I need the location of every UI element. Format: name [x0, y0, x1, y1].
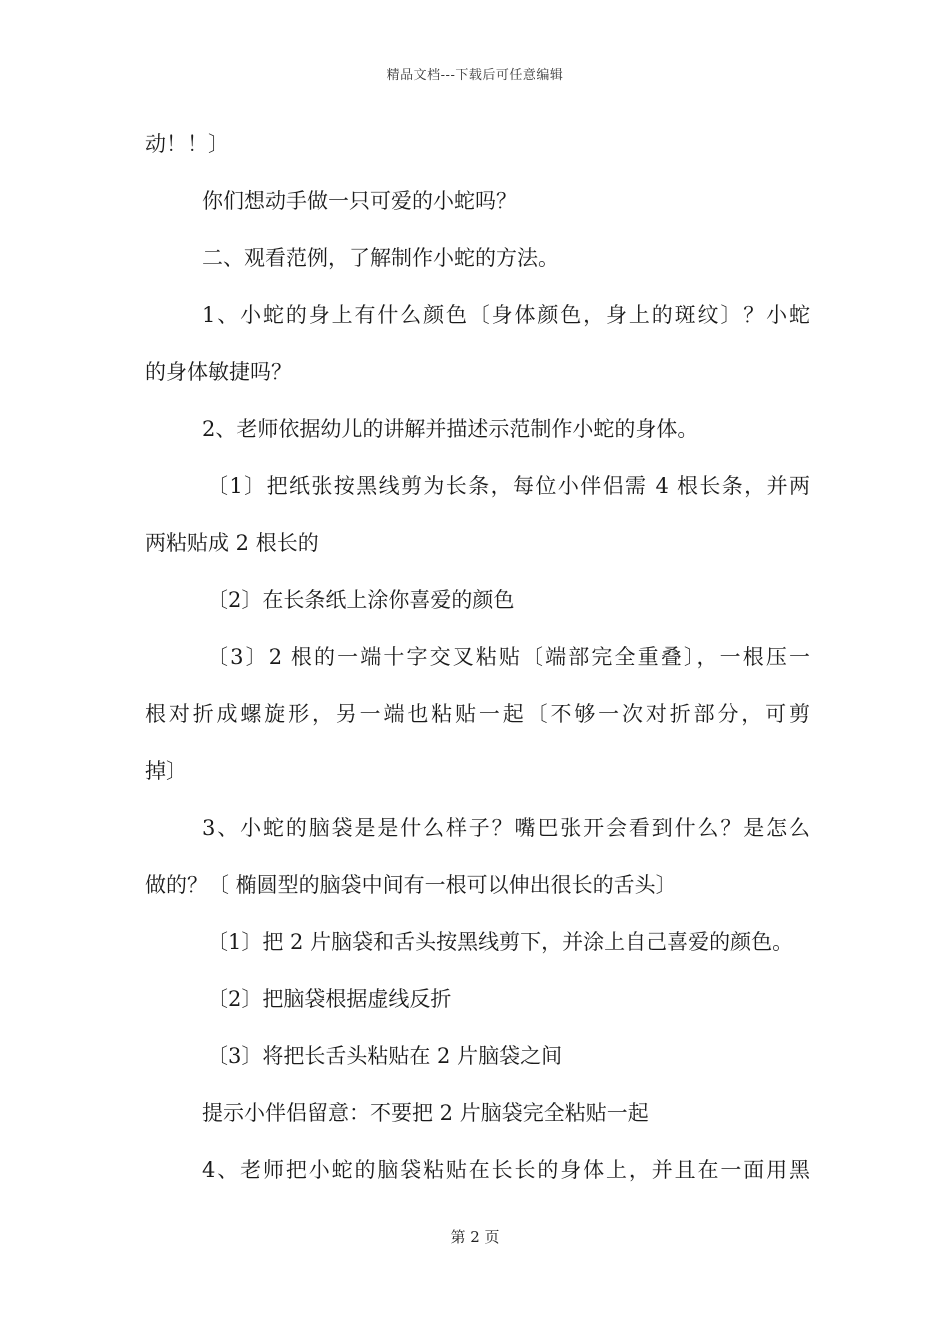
paragraph-line: 〔2〕在长条纸上涂你喜爱的颜色	[207, 588, 515, 612]
paragraph-line: 两粘贴成 2 根长的	[145, 531, 319, 555]
paragraph-line: 你们想动手做一只可爱的小蛇吗？	[202, 189, 517, 213]
paragraph-line: 〔2〕把脑袋根据虚线反折	[207, 987, 452, 1011]
page-number: 第 2 页	[450, 1228, 500, 1246]
paragraph-line: 做的？〔 椭圆型的脑袋中间有一根可以伸出很长的舌头〕	[145, 873, 677, 897]
paragraph-line: 动！！〕	[145, 132, 229, 156]
paragraph-line: 〔3〕将把长舌头粘贴在 2 片脑袋之间	[207, 1044, 563, 1068]
paragraph-line: 〔1〕把 2 片脑袋和舌头按黑线剪下，并涂上自己喜爱的颜色。	[207, 930, 794, 954]
paragraph-line: 2、老师依据幼儿的讲解并描述示范制作小蛇的身体。	[202, 417, 699, 441]
paragraph-line: 〔3〕2 根的一端十字交叉粘贴〔端部完全重叠〕，一根压一	[207, 645, 810, 669]
paragraph-line: 〔1〕把纸张按黑线剪为长条，每位小伴侣需 4 根长条，并两	[207, 474, 810, 498]
page-header: 精品文档---下载后可任意编辑	[386, 68, 564, 83]
paragraph-line: 的身体敏捷吗？	[145, 360, 292, 384]
paragraph-line: 1、小蛇的身上有什么颜色〔身体颜色，身上的斑纹〕？小蛇	[202, 303, 810, 327]
section-heading: 二、观看范例，了解制作小蛇的方法。	[202, 246, 559, 270]
paragraph-line: 提示小伴侣留意：不要把 2 片脑袋完全粘贴一起	[202, 1101, 649, 1125]
document-body	[145, 130, 810, 1213]
paragraph-line: 3、小蛇的脑袋是是什么样子？嘴巴张开会看到什么？是怎么	[202, 816, 810, 840]
paragraph-line: 4、老师把小蛇的脑袋粘贴在长长的身体上，并且在一面用黑	[202, 1158, 810, 1182]
paragraph-line: 掉〕	[145, 759, 187, 783]
paragraph-line: 根对折成螺旋形，另一端也粘贴一起〔不够一次对折部分，可剪	[145, 702, 810, 726]
